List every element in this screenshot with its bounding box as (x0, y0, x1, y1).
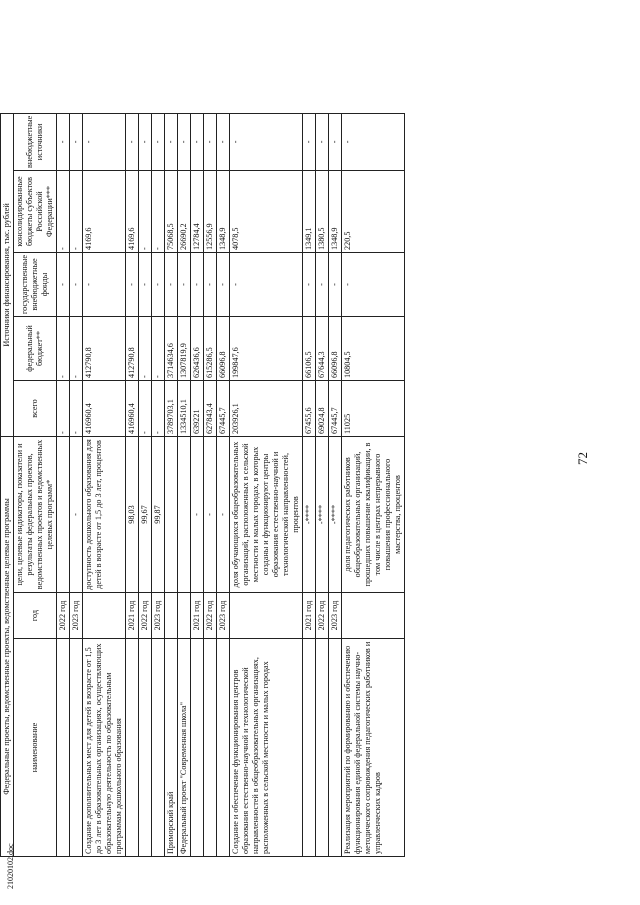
table-row (57, 113, 70, 856)
cell-federal: - (139, 317, 152, 381)
cell-offbudget: - (83, 252, 126, 316)
header-regional: консолидированные бюджеты субъектов Российской Федерации*** (14, 170, 57, 252)
cell-name (57, 639, 70, 857)
cell-other: - (57, 113, 70, 170)
header-group: Федеральные проекты, ведомственные проекты, ведомственные целевые программы (1, 437, 14, 857)
cell-regional: - (70, 170, 83, 252)
cell-other: - (139, 113, 152, 170)
cell-regional: 75068,5 (165, 170, 178, 252)
cell-offbudget: - (329, 252, 342, 316)
cell-year (230, 593, 303, 639)
cell-federal: 626436,6 (191, 317, 204, 381)
cell-name: Федеральный проект "Современная школа" (178, 639, 191, 857)
cell-regional: 4169,6 (83, 170, 126, 252)
cell-total: - (57, 381, 70, 437)
cell-other: - (152, 113, 165, 170)
cell-total: 11025 (342, 381, 405, 437)
cell-name (191, 639, 204, 857)
header-offbudget: государственные внебюджетные фонды (14, 252, 57, 316)
table-row (152, 113, 165, 856)
cell-name (70, 639, 83, 857)
cell-year: 2023 год (152, 593, 165, 639)
cell-federal: - (152, 317, 165, 381)
cell-regional: - (57, 170, 70, 252)
header-row-group (1, 113, 14, 856)
cell-other: - (316, 113, 329, 170)
cell-year: 2023 год (70, 593, 83, 639)
cell-regional: 12556,9 (204, 170, 217, 252)
cell-indicator (165, 437, 178, 593)
cell-federal: 199847,6 (230, 317, 303, 381)
cell-regional: 1349,1 (303, 170, 316, 252)
cell-offbudget: - (316, 252, 329, 316)
table-row (70, 113, 83, 856)
header-name: наименование (14, 639, 57, 857)
cell-year: 2023 год (329, 593, 342, 639)
table-row (178, 113, 191, 856)
cell-total: 67445,7 (329, 381, 342, 437)
cell-other: - (191, 113, 204, 170)
cell-federal: 66096,8 (217, 317, 230, 381)
header-row-columns (14, 113, 57, 856)
cell-total: 69024,8 (316, 381, 329, 437)
cell-indicator: - (204, 437, 217, 593)
cell-offbudget: - (139, 252, 152, 316)
cell-total: 3789703,1 (165, 381, 178, 437)
table-row (329, 113, 342, 856)
table-row (230, 113, 303, 856)
cell-name: Реализация мероприятий по формированию и обеспечению функционирования единой федеральной системы научно-методического сопровождения педагогических работников и управленческих кадров (342, 639, 405, 857)
cell-federal: 412790,8 (83, 317, 126, 381)
cell-year (165, 593, 178, 639)
cell-total: 416960,4 (83, 381, 126, 437)
header-federal: федеральный бюджет** (14, 317, 57, 381)
cell-indicator (57, 437, 70, 593)
cell-regional: 4169,6 (126, 170, 139, 252)
cell-offbudget: - (191, 252, 204, 316)
cell-offbudget: - (152, 252, 165, 316)
table-row (204, 113, 217, 856)
cell-regional: 26690,2 (178, 170, 191, 252)
cell-total: 1334510,1 (178, 381, 191, 437)
cell-other: - (204, 113, 217, 170)
cell-name: Создание дополнительных мест для детей в возрасте от 1,5 до 3 лет в образовательных организациях, осуществляющих образовательную деятельность по образовательным программам дошкольного образования (83, 639, 126, 857)
cell-year (178, 593, 191, 639)
cell-indicator: доля педагогических работников общеобразовательных организаций, прошедших повышение квалификации, в том числе в центрах непрерывного повышения профессионального мастерства, процентов (342, 437, 405, 593)
cell-total: 639221 (191, 381, 204, 437)
cell-offbudget: - (230, 252, 303, 316)
cell-total: 67455,6 (303, 381, 316, 437)
table-row (342, 113, 405, 856)
cell-regional: 1348,9 (329, 170, 342, 252)
table-row (217, 113, 230, 856)
cell-total: 67445,7 (217, 381, 230, 437)
cell-year (83, 593, 126, 639)
cell-federal: 10804,5 (342, 317, 405, 381)
cell-total: - (139, 381, 152, 437)
cell-offbudget: - (178, 252, 191, 316)
header-indicators: цели, целевые индикаторы, показатели и результаты федеральных проектов, ведомственных проектов и ведомственных целевых программ* (14, 437, 57, 593)
header-total: всего (14, 381, 57, 437)
cell-regional: 1348,9 (217, 170, 230, 252)
header-sources: Источники финансирования, тыс. рублей (1, 113, 14, 436)
cell-total: 416960,4 (126, 381, 139, 437)
financing-table (0, 113, 405, 857)
cell-offbudget: - (126, 252, 139, 316)
header-year: год (14, 593, 57, 639)
cell-year: 2022 год (316, 593, 329, 639)
cell-indicator: - (217, 437, 230, 593)
cell-year: 2023 год (217, 593, 230, 639)
cell-indicator: 99,87 (152, 437, 165, 593)
cell-indicator (178, 437, 191, 593)
cell-other: - (126, 113, 139, 170)
cell-name (139, 639, 152, 857)
document-id: 21020102.doc (6, 843, 15, 889)
cell-other: - (83, 113, 126, 170)
cell-total: - (70, 381, 83, 437)
cell-regional: 12784,4 (191, 170, 204, 252)
cell-regional: 220,5 (342, 170, 405, 252)
cell-other: - (178, 113, 191, 170)
table-row (191, 113, 204, 856)
cell-name (329, 639, 342, 857)
cell-indicator: -**** (329, 437, 342, 593)
cell-other: - (303, 113, 316, 170)
cell-other: - (230, 113, 303, 170)
cell-federal: - (57, 317, 70, 381)
cell-indicator: - (70, 437, 83, 593)
cell-offbudget: - (70, 252, 83, 316)
table-body (57, 113, 405, 856)
cell-name (316, 639, 329, 857)
cell-offbudget: - (342, 252, 405, 316)
cell-offbudget: - (57, 252, 70, 316)
cell-indicator: -**** (316, 437, 329, 593)
cell-offbudget: - (204, 252, 217, 316)
cell-other: - (70, 113, 83, 170)
cell-other: - (342, 113, 405, 170)
cell-indicator: - (191, 437, 204, 593)
table-row (316, 113, 329, 856)
cell-indicator: -**** (303, 437, 316, 593)
cell-year (342, 593, 405, 639)
cell-name (204, 639, 217, 857)
cell-federal: 3714634,6 (165, 317, 178, 381)
cell-regional: - (139, 170, 152, 252)
cell-name: Создание и обеспечение функционирования центров образования естественно-научной и технологической направленностей в общеобразовательных организациях, расположенных в сельской местности и малых городах (230, 639, 303, 857)
cell-other: - (165, 113, 178, 170)
table-row (83, 113, 126, 856)
cell-year: 2021 год (191, 593, 204, 639)
cell-federal: 1307819,9 (178, 317, 191, 381)
page-number: 72 (575, 452, 590, 465)
cell-indicator: 98,03 (126, 437, 139, 593)
cell-total: - (152, 381, 165, 437)
cell-year: 2022 год (139, 593, 152, 639)
header-other: внебюджетные источники (14, 113, 57, 170)
cell-federal: 67644,3 (316, 317, 329, 381)
table-row (139, 113, 152, 856)
cell-name (126, 639, 139, 857)
cell-federal: - (70, 317, 83, 381)
cell-regional: - (152, 170, 165, 252)
cell-indicator: доля обучающихся общеобразовательных организаций, расположенных в сельской местности и малых городах, в которых созданы и функционируют центры образования естественно-научной и технологической направленностей, процентов (230, 437, 303, 593)
table-row (126, 113, 139, 856)
table-row (303, 113, 316, 856)
cell-federal: 412790,8 (126, 317, 139, 381)
cell-name (303, 639, 316, 857)
cell-regional: 4078,5 (230, 170, 303, 252)
cell-indicator: доступность дошкольного образования для детей в возрасте от 1,5 до 3 лет, процентов (83, 437, 126, 593)
cell-other: - (329, 113, 342, 170)
cell-name (152, 639, 165, 857)
cell-regional: 1380,5 (316, 170, 329, 252)
cell-offbudget: - (303, 252, 316, 316)
cell-year: 2022 год (204, 593, 217, 639)
cell-year: 2021 год (126, 593, 139, 639)
cell-name (217, 639, 230, 857)
cell-total: 203926,1 (230, 381, 303, 437)
cell-total: 627843,4 (204, 381, 217, 437)
cell-federal: 66106,5 (303, 317, 316, 381)
cell-year: 2022 год (57, 593, 70, 639)
cell-offbudget: - (165, 252, 178, 316)
cell-year: 2021 год (303, 593, 316, 639)
cell-name: Приморский край (165, 639, 178, 857)
table-row (165, 113, 178, 856)
cell-indicator: 99,67 (139, 437, 152, 593)
cell-federal: 615286,5 (204, 317, 217, 381)
cell-federal: 66096,8 (329, 317, 342, 381)
cell-offbudget: - (217, 252, 230, 316)
cell-other: - (217, 113, 230, 170)
